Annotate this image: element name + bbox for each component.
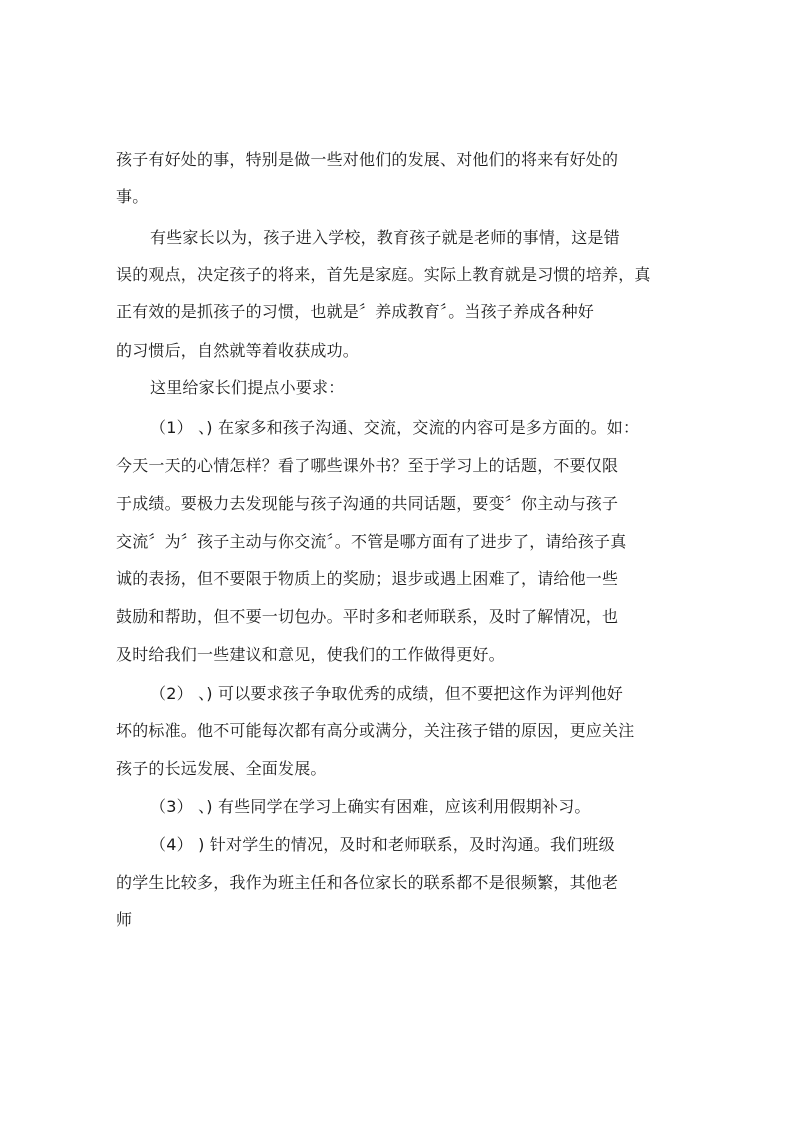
text-line: 误的观点，决定孩子的将来，首先是家庭。实际上教育就是习惯的培养，真	[116, 265, 651, 284]
text-line: 师	[116, 910, 133, 929]
text-line: 事。	[116, 187, 149, 206]
text-line: 及时给我们一些建议和意见，使我们的工作做得更好。	[116, 645, 505, 664]
text-line: 坏的标准。他不可能每次都有高分或满分，关注孩子错的原因，更应关注	[116, 721, 635, 740]
paragraph-start-line: 有些家长以为，孩子进入学校，教育孩子就是老师的事情，这是错	[150, 228, 620, 247]
list-item-4-line: （4） ) 针对学生的情况，及时和老师联系，及时沟通。我们班级	[150, 835, 615, 854]
text-line: 今天一天的心情怎样？看了哪些课外书？至于学习上的话题，不要仅限	[116, 456, 619, 475]
text-line: 正有效的是抓孩子的习惯，也就是〞养成教育〞。当孩子养成各种好	[116, 302, 595, 321]
text-line: 鼓励和帮助，但不要一切包办。平时多和老师联系，及时了解情况，也	[116, 607, 619, 626]
list-item-2-line: （2） 、) 可以要求孩子争取优秀的成绩，但不要把这作为评判他好	[150, 684, 623, 703]
paragraph-start-line: 这里给家长们提点小要求：	[150, 378, 345, 397]
text-line: 的习惯后，自然就等着收获成功。	[116, 341, 360, 360]
text-line: 孩子的长远发展、全面发展。	[116, 759, 327, 778]
text-line: 于成绩。要极力去发现能与孩子沟通的共同话题，要变〞你主动与孩子	[116, 494, 619, 513]
text-line: 孩子有好处的事，特别是做一些对他们的发展、对他们的将来有好处的	[116, 150, 619, 169]
list-item-1-line: （1） 、) 在家多和孩子沟通、交流，交流的内容可是多方面的。如：	[150, 418, 640, 437]
text-line: 的学生比较多，我作为班主任和各位家长的联系都不是很频繁，其他老	[116, 873, 619, 892]
text-line: 诚的表扬，但不要限于物质上的奖励；退步或遇上困难了，请给他一些	[116, 569, 619, 588]
text-line: 交流〞为〞孩子主动与你交流〞。不管是哪方面有了进步了，请给孩子真	[116, 532, 627, 551]
list-item-3-line: （3） 、) 有些同学在学习上确实有困难，应该利用假期补习。	[150, 797, 591, 816]
